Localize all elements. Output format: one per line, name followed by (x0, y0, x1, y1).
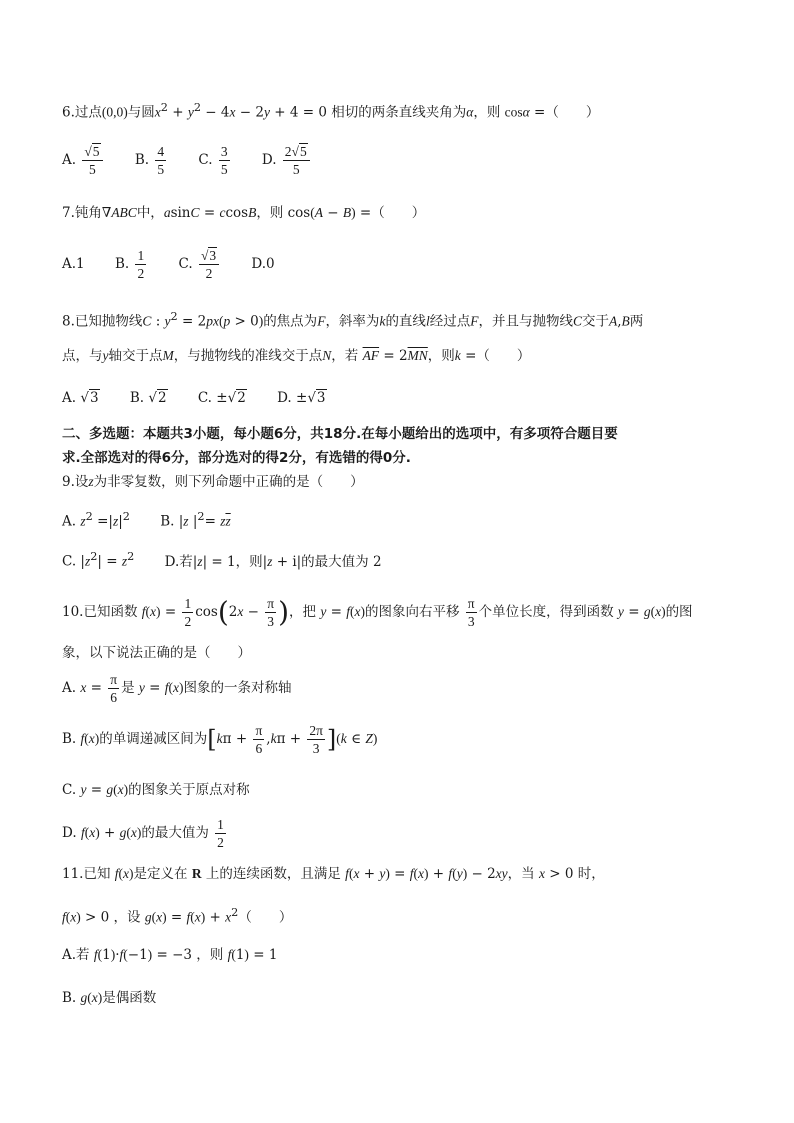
q7-option-a[interactable]: A.1 (62, 256, 85, 272)
q10-option-b[interactable]: B. f(x)的单调递减区间为[kπ + $\frac{\pi}{6}$ ,kπ + $\frac{2\pi}{3}$ ](k ∈ Z) (62, 723, 378, 756)
q6-options (62, 140, 338, 180)
q10-option-a[interactable]: A. x = $\frac{\pi}{6}$ 是 y = f(x)图象的一条对称轴 (62, 672, 292, 705)
q11-option-a[interactable]: A.若 f(1)·f(−1) = −3 ，则 f(1) = 1 (62, 947, 278, 963)
q8-option-c[interactable]: C. ±√2 (197, 390, 246, 406)
q7-option-b[interactable]: B. $\frac{1}{2}$ (114, 248, 145, 281)
q9-option-a[interactable]: A. $z^2 =|z|^2$ (62, 510, 130, 530)
q7-option-c[interactable]: C. $\frac{√3}{2}$ (179, 244, 222, 284)
q6-option-a[interactable]: A. $\frac{√5}{5}$ (62, 140, 105, 180)
q10-option-d[interactable]: D. f(x) + g(x)的最大值为 $\frac{1}{2}$ (62, 817, 224, 850)
q8-options (62, 388, 353, 408)
q8-option-b[interactable]: B. √2 (129, 390, 167, 406)
q7-options (62, 244, 301, 284)
q6-option-d[interactable]: D. $\frac{2√5}{5}$ (262, 140, 312, 180)
q9-options-ab (62, 507, 257, 532)
q10-option-c[interactable]: C. y = g(x)的图象关于原点对称 (62, 782, 250, 798)
q11-stem-line2: f(x) > 0 ，设 $g(x) = f(x) + x^2$（ ） (62, 906, 293, 926)
section2-heading-line2: 求.全部选对的得6分，部分选对的得2分，有选错的得0分. (62, 450, 411, 466)
q8-option-d[interactable]: D. ±√3 (277, 390, 326, 406)
q6-option-c[interactable]: C. $\frac{3}{5}$ (198, 144, 228, 177)
q7-option-d[interactable]: D.0 (251, 256, 275, 272)
q6-stem: 6.过点(0,0)与圆$x^2 + y^2 - 4x - 2y + 4 = 0$ 相切的两条直线夹角为α，则 cosα =（ ） (62, 101, 600, 121)
q9-option-d[interactable]: D.若|z| = 1，则|z + i|的最大值为 2 (164, 553, 382, 570)
q9-stem: 9.设z为非零复数，则下列命题中正确的是（ ） (62, 474, 364, 490)
q8-option-a[interactable]: A. √3 (62, 390, 99, 406)
q9-option-b[interactable]: B. |z $|^2= z\overline{z}$ (160, 510, 231, 530)
q8-stem-line1: 8.已知抛物线C : $y^2 = 2px(p > 0)$的焦点为F，斜率为k的直线l经过点F，并且与抛物线C交于A,B两 (62, 310, 644, 330)
q8-stem-line2: 点，与y轴交于点M，与抛物线的准线交于点N，若 $\overline{AF} = 2\overline{MN}$，则k =（ ） (62, 348, 531, 364)
section2-heading-line1: 二、多选题：本题共3小题，每小题6分，共18分.在每小题给出的选项中，有多项符合题目要 (62, 426, 618, 442)
q11-option-b[interactable]: B. g(x)是偶函数 (62, 990, 157, 1006)
q11-stem-line1: 11.已知 f(x)是定义在 R 上的连续函数，且满足 f(x + y) = f(x) + f(y) − 2xy，当 x > 0 时， (62, 866, 605, 882)
q10-stem-line2: 象，以下说法正确的是（ ） (62, 645, 251, 661)
q9-options-cd (62, 547, 408, 572)
q7-stem: 7.钝角∇ABC中，asinC = ccosB，则 cos(A − B) =（ ） (62, 205, 426, 221)
q9-option-c[interactable]: C. $|z^2| = z^2$ (62, 550, 135, 570)
q6-option-b[interactable]: B. $\frac{4}{5}$ (134, 144, 165, 177)
q10-stem-line1: 10.已知函数 f(x) = $\frac{1}{2}$ cos(2x − $\frac{\pi}{3}$ )，把 y = f(x)的图象向右平移 $\frac{\pi}{3}$ 个单位长度，得到函数 y = g(x)的图 (62, 595, 693, 629)
